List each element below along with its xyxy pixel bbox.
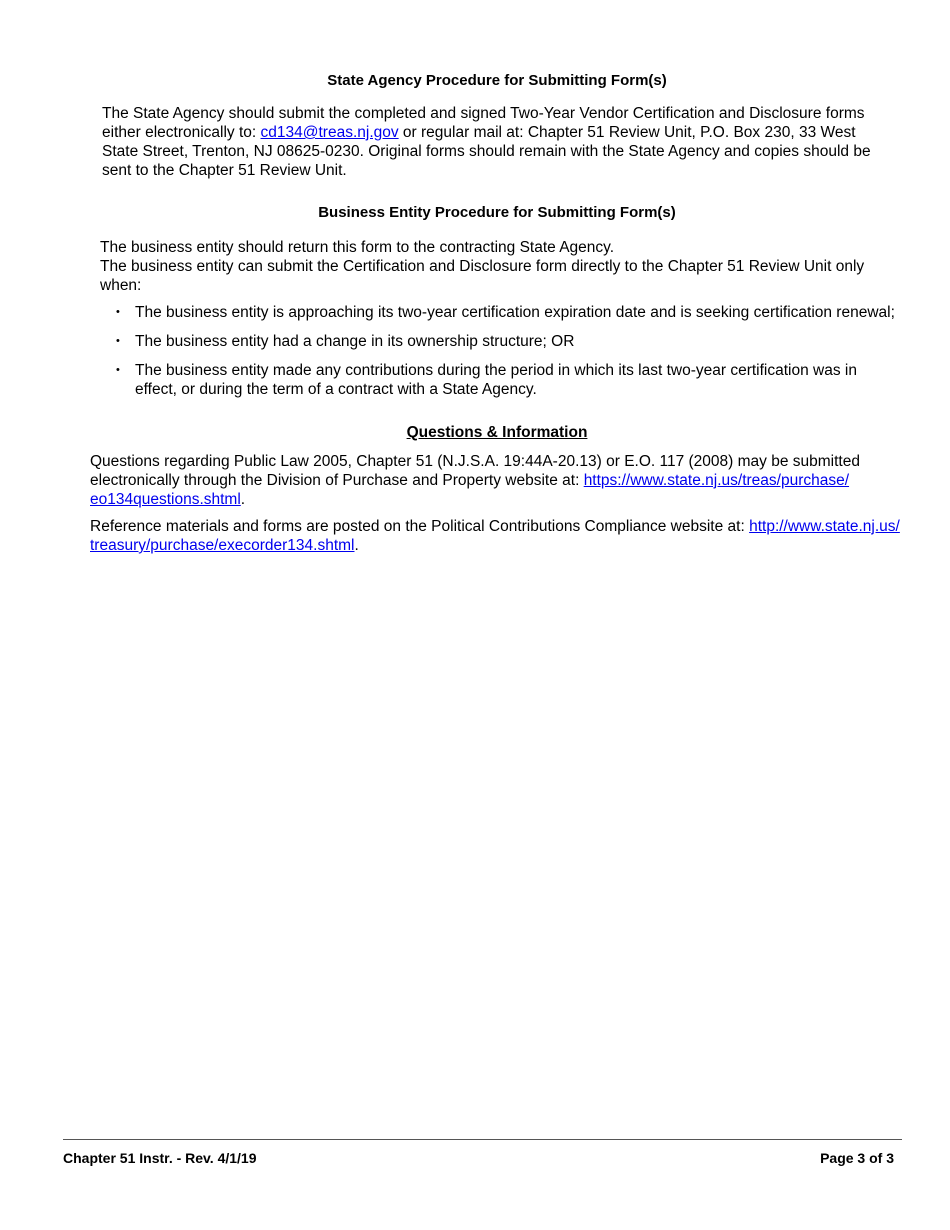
reference-paragraph (90, 517, 920, 555)
list-item-text: The business entity had a change in its ownership structure; OR (135, 333, 575, 350)
footer-revision: Chapter 51 Instr. - Rev. 4/1/19 (63, 1150, 257, 1166)
bullet-icon: • (116, 335, 120, 347)
business-entity-heading: Business Entity Procedure for Submitting Form(s) (318, 204, 676, 221)
bullet-icon: • (116, 306, 120, 318)
state-agency-text-before-email: The State Agency should submit the completed and signed Two-Year Vendor Certification and Disclosure forms either electronically to: (102, 105, 865, 141)
questions-text: Questions regarding Public Law 2005, Chapter 51 (N.J.S.A. 19:44A-20.13) or E.O. 117 (2008) may be submitted electronically through the Division of Purchase and Property website at: (90, 453, 860, 489)
email-link[interactable]: cd134@treas.nj.gov (260, 124, 399, 141)
list-item (116, 361, 906, 399)
link-part: treasury/purchase/execorder134.shtml (90, 537, 355, 554)
business-entity-line-1: The business entity should return this form to the contracting State Agency. (100, 239, 615, 256)
period: . (240, 491, 246, 508)
link-part: https://www.state.nj.us/treas/purchase/ (583, 472, 850, 489)
list-item (116, 332, 906, 351)
link-part: eo134questions.shtml (90, 491, 241, 508)
questions-heading: Questions & Information (406, 424, 588, 441)
business-entity-conditions-list (116, 303, 906, 409)
list-item-text: The business entity made any contributions during the period in which its last two-year certification was in effect, or during the term of a contract with a State Agency. (135, 362, 857, 398)
footer-divider (63, 1139, 902, 1140)
list-item-text: The business entity is approaching its two-year certification expiration date and is seeking certification renewal; (135, 304, 895, 321)
reference-text: Reference materials and forms are posted on the Political Contributions Compliance website at: (90, 518, 750, 535)
state-agency-text-after-email: or regular mail at: Chapter 51 Review Unit, P.O. Box 230, 33 West State Street, Trenton, NJ 08625-0230. Original forms should remain with the State Agency and copies should be sent to the Chapter 51 Review Unit. (102, 124, 871, 179)
business-entity-line-2: The business entity can submit the Certification and Disclosure form directly to the Chapter 51 Review Unit only when: (100, 258, 865, 294)
state-agency-paragraph (102, 104, 872, 180)
footer-page-number: Page 3 of 3 (820, 1150, 894, 1166)
questions-paragraph (90, 452, 880, 509)
bullet-icon: • (116, 364, 120, 376)
period: . (354, 537, 359, 554)
list-item (116, 303, 906, 322)
state-agency-heading: State Agency Procedure for Submitting Form(s) (327, 72, 667, 89)
link-part: http://www.state.nj.us/ (749, 518, 900, 535)
